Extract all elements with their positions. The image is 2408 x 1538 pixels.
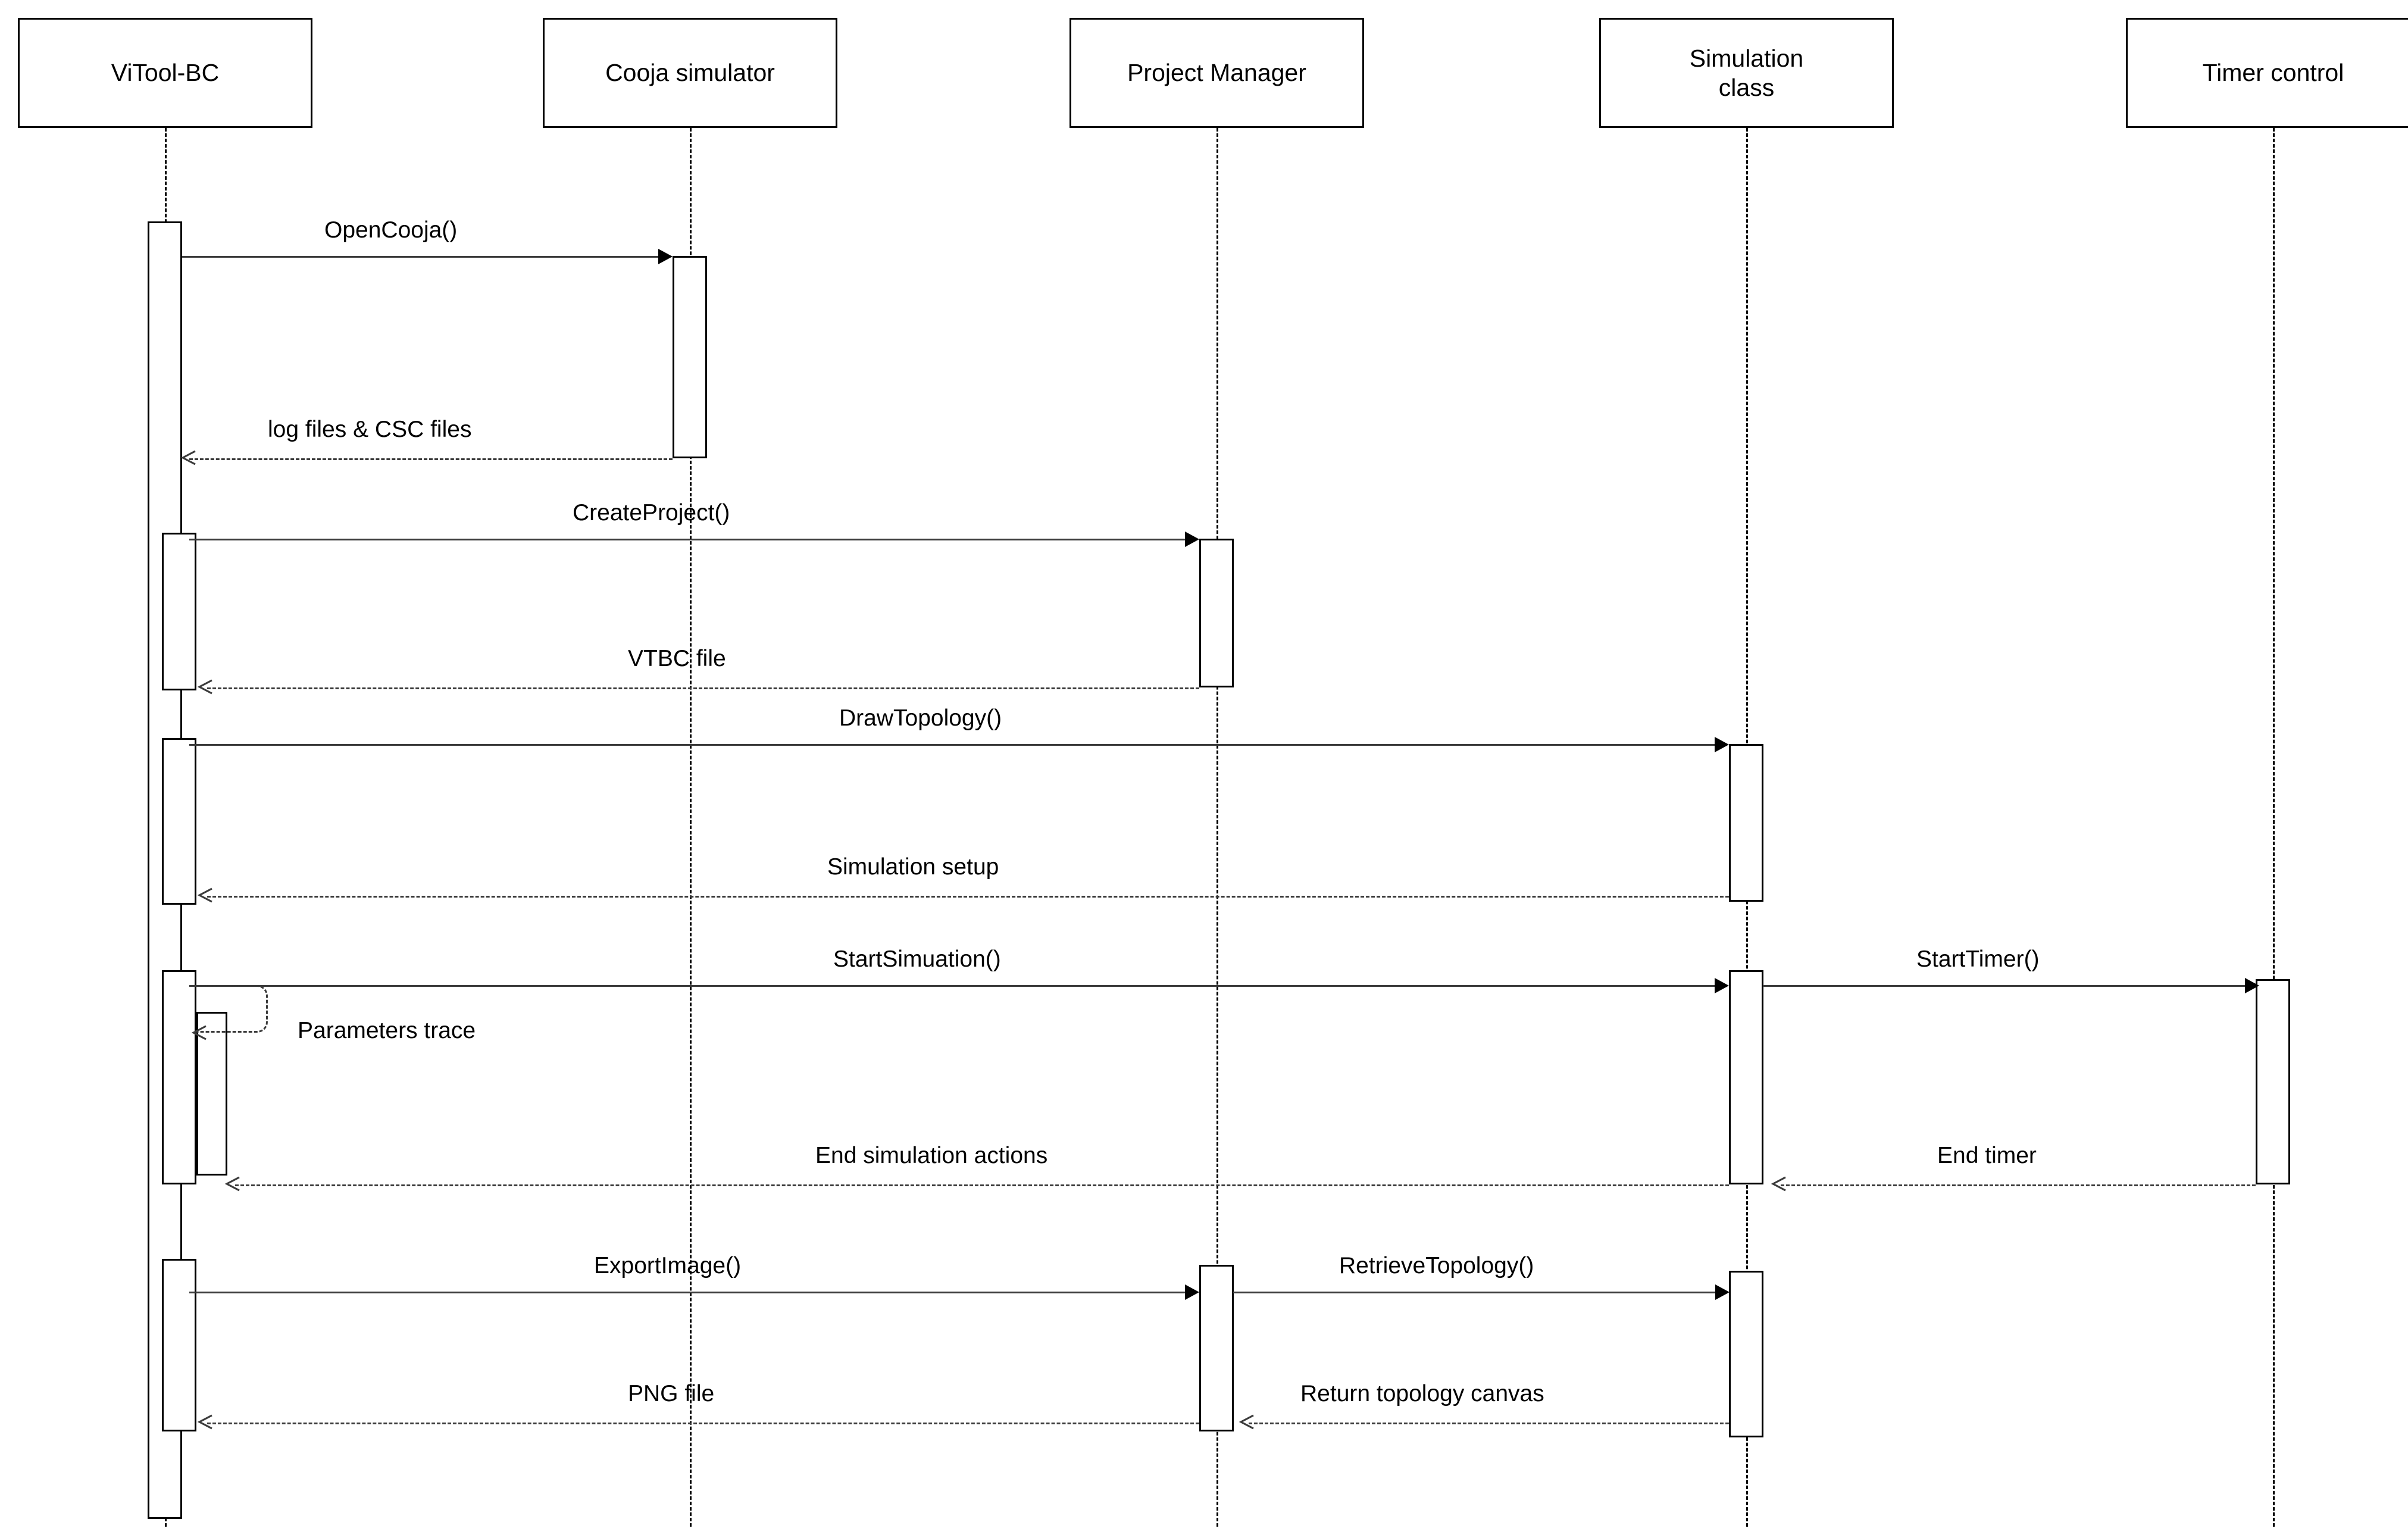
message-label-startsimuation: StartSimuation() [833,946,1001,972]
message-arrowhead-exportimage [1185,1284,1199,1300]
message-arrowhead-simulation-setup [198,887,213,903]
activation-cooja-simulator [673,256,707,458]
activation-timer-control [2256,979,2290,1184]
message-line-vtbc-file [207,687,1199,689]
message-arrowhead-log-csc-files [181,450,196,465]
lifeline-label-line2: class [1718,73,1775,101]
lifeline-header-vitool-bc [18,18,312,128]
activation-project-manager-create-project [1199,539,1234,687]
message-label-exportimage: ExportImage() [594,1253,742,1278]
message-arrowhead-drawtopology [1715,737,1729,752]
activation-project-manager-export-image [1199,1265,1234,1431]
message-line-png-file [207,1423,1199,1424]
activation-vitool-bc-draw-topology [162,738,196,905]
lifeline-header-timer-control [2126,18,2408,128]
lifeline-label: Timer control [2202,59,2344,87]
activation-simulation-class-start-simulation [1729,970,1763,1184]
message-label-parameters-trace: Parameters trace [298,1018,476,1043]
message-arrowhead-createproject [1185,532,1199,547]
message-label-drawtopology: DrawTopology() [839,705,1002,731]
message-line-exportimage [189,1292,1185,1293]
message-line-return-topology-canvas [1249,1423,1729,1424]
message-line-starttimer [1763,985,2245,987]
message-arrowhead-end-timer [1771,1176,1787,1192]
message-line-end-simulation-actions [235,1184,1729,1186]
lifeline-header-cooja-simulator [543,18,837,128]
lifeline-timer-control [2273,128,2275,1527]
message-line-createproject [189,539,1185,540]
activation-vitool-bc-export-image [162,1259,196,1431]
message-arrowhead-startsimuation [1715,978,1729,993]
message-selfloop-parameters-trace [196,985,268,1033]
message-line-log-csc-files [189,458,673,460]
message-label-simulation-setup: Simulation setup [827,854,999,880]
message-line-retrievetopology [1233,1292,1715,1293]
message-arrowhead-vtbc-file [198,679,213,695]
message-line-end-timer [1781,1184,2256,1186]
message-arrowhead-parameters-trace [192,1025,207,1040]
message-line-opencooja [182,256,658,258]
message-label-opencooja: OpenCooja() [324,217,458,243]
activation-simulation-class-draw-topology [1729,744,1763,902]
message-label-retrievetopology: RetrieveTopology() [1339,1253,1534,1278]
message-arrowhead-starttimer [2245,978,2259,993]
message-arrowhead-return-topology-canvas [1239,1414,1255,1430]
activation-vitool-bc-start-simulation [162,970,196,1184]
lifeline-header-simulation-class [1599,18,1894,128]
message-arrowhead-retrievetopology [1715,1284,1730,1300]
message-label-createproject: CreateProject() [573,500,730,526]
lifeline-header-project-manager [1069,18,1364,128]
lifeline-label: ViTool-BC [111,59,220,87]
message-label-end-simulation-actions: End simulation actions [815,1143,1048,1168]
message-label-return-topology-canvas: Return topology canvas [1300,1381,1544,1406]
activation-simulation-class-retrieve-topology [1729,1271,1763,1437]
message-label-png-file: PNG file [628,1381,715,1406]
message-label-log-csc-files: log files & CSC files [268,417,472,442]
message-label-starttimer: StartTimer() [1916,946,2040,972]
lifeline-label-line1: Simulation [1689,45,1804,73]
message-line-simulation-setup [207,896,1729,898]
message-label-vtbc-file: VTBC file [628,646,726,671]
message-arrowhead-opencooja [658,249,673,264]
activation-vitool-bc-create-project [162,533,196,690]
message-label-end-timer: End timer [1937,1143,2037,1168]
lifeline-label: Cooja simulator [605,59,775,87]
message-arrowhead-png-file [198,1414,213,1430]
message-line-drawtopology [189,744,1715,746]
lifeline-label: Project Manager [1127,59,1306,87]
message-arrowhead-end-simulation-actions [225,1176,240,1192]
message-line-startsimuation [189,985,1715,987]
